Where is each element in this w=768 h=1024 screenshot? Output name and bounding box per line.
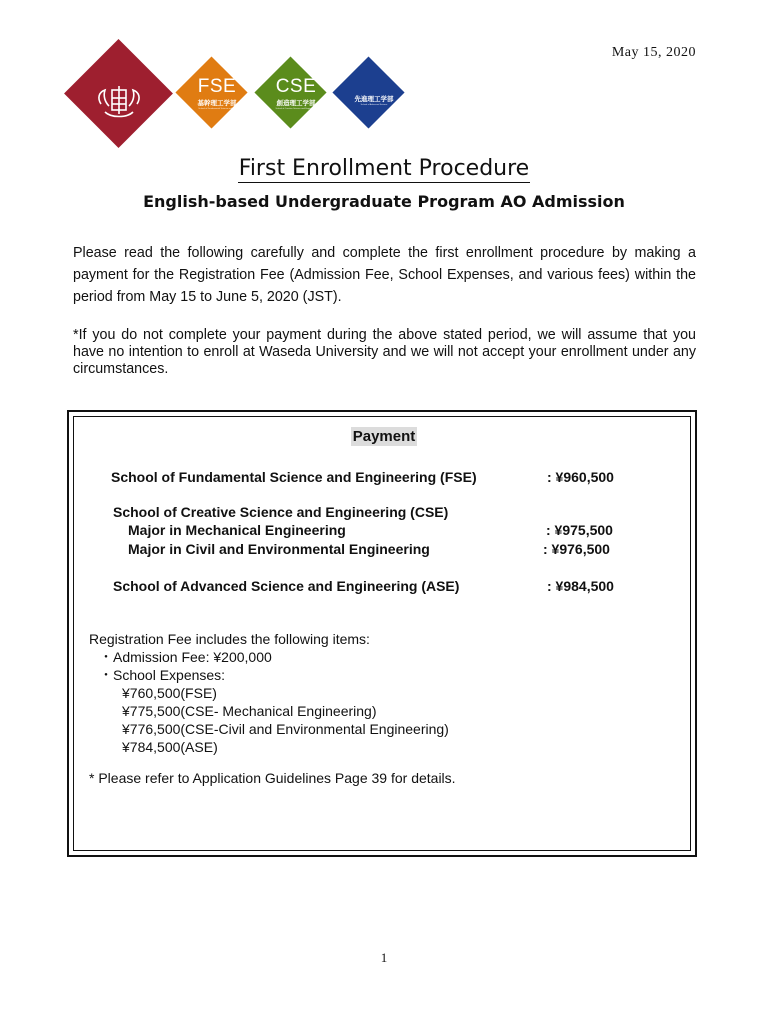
fse-tiny-text: School of Fundamental Science and Engineering — [198, 107, 244, 110]
page-title-text: First Enrollment Procedure — [238, 156, 530, 181]
cse-civil-label: Major in Civil and Environmental Engineering — [128, 541, 430, 557]
fee-includes-heading: Registration Fee includes the following items: — [89, 631, 370, 647]
ase-fee-amount: : ¥984,500 — [547, 578, 614, 594]
page-title — [0, 156, 768, 181]
document-date: May 15, 2020 — [611, 45, 696, 60]
cse-subtitle: 創造理工学部 — [276, 100, 316, 107]
page-number: 1 — [380, 950, 388, 965]
ase-logo — [332, 56, 404, 128]
guidelines-note: * Please refer to Application Guidelines Page 39 for details. — [89, 770, 456, 786]
ase-tiny-text: School of Advanced Science — [360, 103, 388, 106]
expense-cse-civil: ¥776,500(CSE-Civil and Environmental Engineering) — [122, 721, 449, 737]
ase-fee-label: School of Advanced Science and Engineering (ASE) — [113, 578, 460, 594]
cse-mech-label: Major in Mechanical Engineering — [128, 522, 346, 538]
fse-fee-label: School of Fundamental Science and Engineering (FSE) — [111, 469, 477, 485]
page-subtitle: English-based Undergraduate Program AO Admission — [143, 192, 625, 211]
cse-abbr: CSE — [275, 76, 317, 97]
cse-tiny-text: School of Creative Science and Engineering — [275, 107, 317, 110]
ase-subtitle: 先進理工学部 — [354, 96, 394, 103]
admission-fee-item: ・Admission Fee: ¥200,000 — [99, 649, 272, 665]
instruction-paragraph: Please read the following carefully and complete the first enrollment procedure by making a payment for the Registration Fee (Admission Fee, School Expenses, and various fees) within the period from May 15 to June 5, 2020 (JST). — [73, 245, 696, 305]
cse-civil-amount: : ¥976,500 — [543, 541, 610, 557]
fee-breakdown — [89, 630, 449, 756]
payment-heading — [0, 428, 768, 445]
cse-fee-label: School of Creative Science and Engineering (CSE) — [113, 504, 449, 520]
expense-ase: ¥784,500(ASE) — [122, 739, 218, 755]
fse-fee-amount: : ¥960,500 — [547, 469, 614, 485]
fse-subtitle: 基幹理工学部 — [197, 100, 237, 107]
school-expenses-item: ・School Expenses: — [99, 667, 226, 683]
expense-fse: ¥760,500(FSE) — [122, 685, 217, 701]
warning-paragraph: *If you do not complete your payment during the above stated period, we will assume that you have no intention to enroll at Waseda University and we will not accept your enrollment under any circumstances. — [73, 327, 696, 377]
fse-abbr: FSE — [197, 76, 237, 97]
cse-mech-amount: : ¥975,500 — [546, 522, 613, 538]
waseda-crest-icon — [95, 82, 143, 122]
expense-cse-mech: ¥775,500(CSE- Mechanical Engineering) — [122, 703, 377, 719]
payment-heading-text: Payment — [352, 428, 416, 445]
